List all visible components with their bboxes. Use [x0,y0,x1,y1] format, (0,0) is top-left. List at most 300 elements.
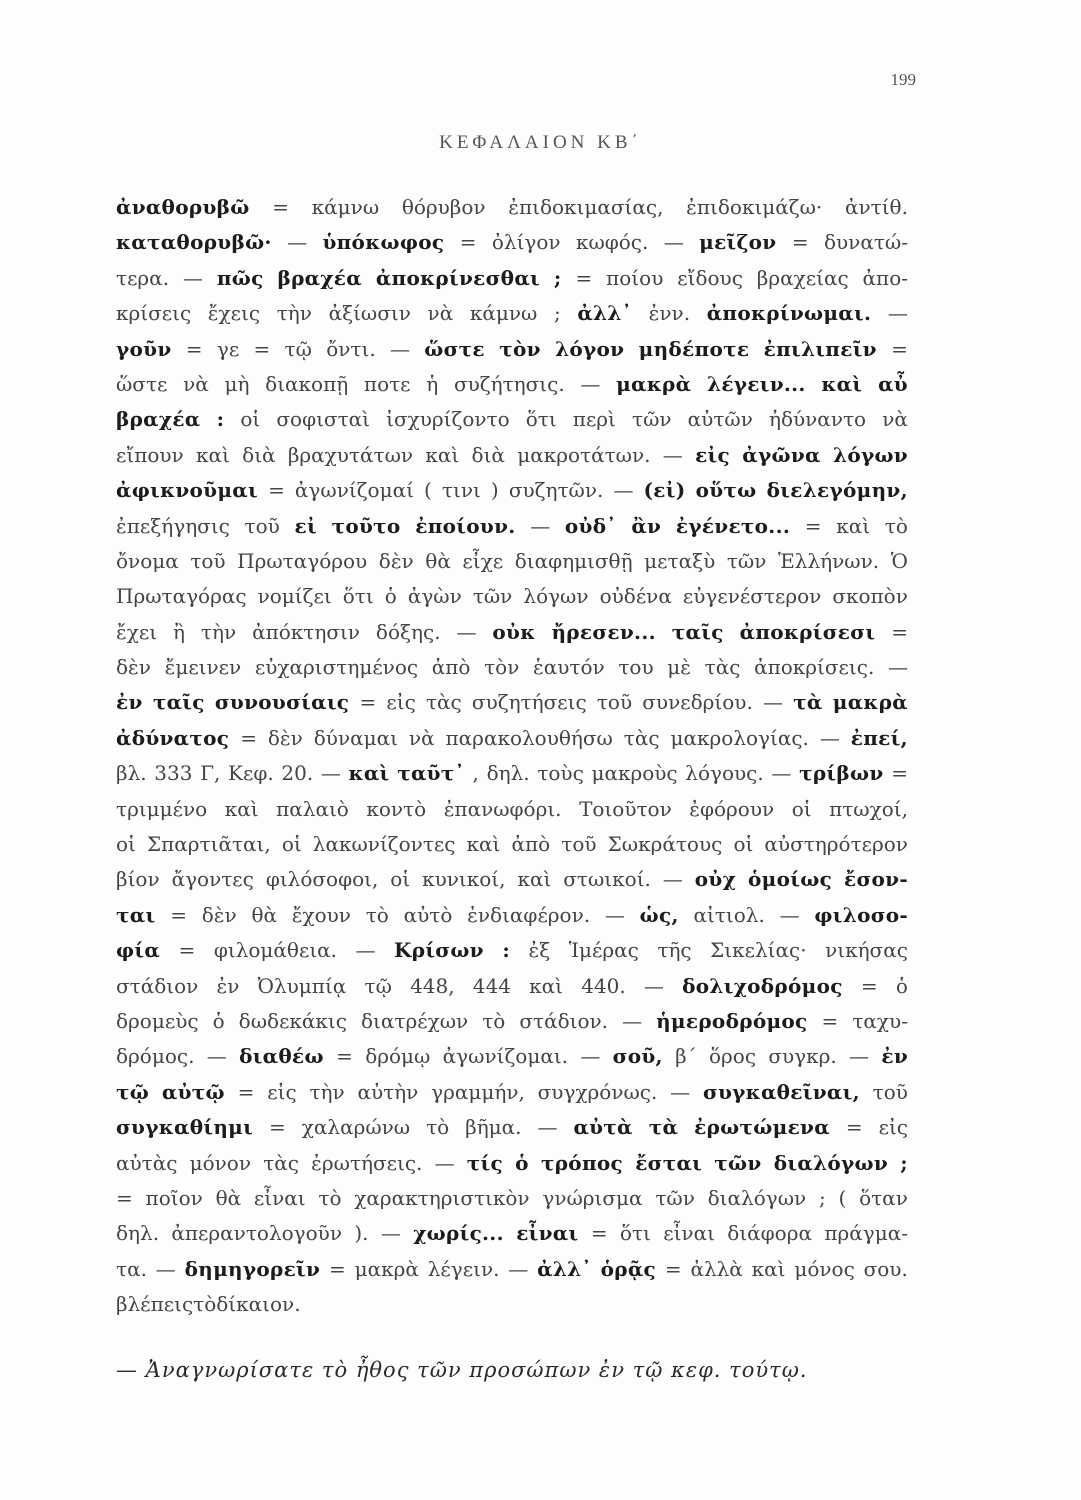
text-line [116,190,908,225]
text-line [116,225,908,260]
lemma-word: συγκαθεῖναι, [702,1079,860,1104]
lemma-word: ὡς, [639,902,679,927]
gloss-word: συζητῶν. [508,478,604,503]
lemma-word: εἶναι [516,1221,579,1246]
gloss-word: ἐπανωφόρι. [443,796,562,821]
lemma-word: καταθορυβῶ· [116,230,272,255]
gloss-word: = [590,1221,608,1246]
gloss-word: ἠδύναντο [768,407,867,432]
gloss-word: τριμμένο [116,796,208,821]
gloss-word: — [182,265,203,290]
gloss-word: — [530,513,551,538]
gloss-word: = [891,336,908,361]
gloss-word: δρομεὺς [116,1008,199,1033]
text-line [116,1287,908,1322]
text-line [116,1039,908,1074]
lemma-word: ἐν [116,690,143,715]
gloss-word: νομίζει [257,584,332,609]
lemma-word: διαθέω [239,1044,324,1069]
gloss-word: ( [838,1185,847,1210]
gloss-word: διακοπῇ [265,371,349,396]
gloss-word: οἱ [281,832,302,857]
lemma-word: ὑπόκωφος [322,230,445,255]
text-line [116,509,908,544]
text-line [116,332,908,367]
text-line [116,792,908,827]
gloss-word: δηλ. [116,1221,160,1246]
gloss-word: — [662,442,683,467]
page-number: 199 [890,70,916,89]
gloss-word: διὰ [471,442,505,467]
gloss-word: τὰς [623,725,660,750]
lemma-word: ἀλλ᾽ [577,301,632,326]
gloss-word: γνώρισμα [542,1185,643,1210]
lemma-word: ται [116,902,156,927]
gloss-word: — [887,655,908,680]
gloss-word: = [185,336,203,361]
gloss-word: οἱ [240,407,261,432]
gloss-word: αἰτιολ. [693,902,765,927]
gloss-word: συνεδρίου. [642,690,753,715]
gloss-word: — [604,902,625,927]
gloss-word: = [178,938,196,963]
gloss-word: σοφισταὶ [276,407,370,432]
gloss-word: συγχρόνως. [537,1079,658,1104]
gloss-word: ἀπόκτησιν [252,619,360,644]
text-line [116,1252,908,1287]
gloss-word: ταχυ- [852,1008,908,1033]
gloss-word: ὄντι. [326,336,376,361]
gloss-word: τὸ [318,1185,342,1210]
gloss-word: τὰς [704,655,741,680]
gloss-word: ἐνν. [648,301,691,326]
lemma-word: συνουσίαις [214,690,350,715]
gloss-word: τὸ [426,1115,450,1140]
gloss-word: 448, [410,973,455,998]
gloss-word: — [613,478,634,503]
gloss-word: ὀλίγον [491,230,561,255]
gloss-word: ἐν [216,973,240,998]
lemma-word: ταῖς [671,619,724,644]
gloss-word: αὐστηρότερον [764,832,908,857]
gloss-word: ἀγὼν [407,584,462,609]
gloss-word: 440. [581,973,626,998]
lemma-word: αὖ [878,371,908,396]
gloss-word: φιλόσοφοι, [265,867,379,892]
gloss-word: μακροτάτων. [517,442,651,467]
lemma-word: λόγον [555,336,625,361]
gloss-word: μακροὺς [591,761,678,786]
gloss-word: εἰς [386,690,416,715]
gloss-word: = [359,690,377,715]
text-line [116,933,908,968]
lemma-word: πῶς [216,265,264,290]
gloss-word: τοῦ [872,1079,908,1104]
gloss-word: νὰ [427,301,454,326]
gloss-word: = [791,230,809,255]
gloss-word: = [459,230,477,255]
gloss-word: Ὁ [890,548,908,573]
gloss-word: = [804,513,822,538]
gloss-word: — [206,1044,227,1069]
lemma-word: εἰς [695,442,730,467]
gloss-word: νικήσας [825,938,908,963]
gloss-word: εἶναι [253,1185,306,1210]
gloss-word: — [380,1221,401,1246]
gloss-word: — [580,371,601,396]
gloss-word: — [508,1256,529,1281]
gloss-word: βλέπεις [116,1292,194,1317]
gloss-word: = [860,973,878,998]
text-line [116,827,908,862]
lemma-word: οὕτω [695,478,757,503]
gloss-word: ( [424,478,432,503]
gloss-word: δὲν [201,902,237,927]
gloss-word: θὰ [215,1185,242,1210]
gloss-word: γε [216,336,240,361]
lemma-word: ἐρωτώμενα [694,1115,830,1140]
gloss-word: ὅρος [708,1044,757,1069]
lemma-word: τοῦτο [331,513,401,538]
lemma-word: χωρίς... [413,1221,504,1246]
lemma-word: τρόπος [540,1150,624,1175]
lemma-word: ; [553,265,562,290]
text-line [116,721,908,756]
lemma-word: ἐποίουν. [415,513,516,538]
gloss-word: τὸ [365,902,389,927]
lemma-word: : [216,407,225,432]
lemma-word: φία [116,938,161,963]
gloss-word: ἔχει [116,619,158,644]
text-line [116,862,908,897]
lemma-word: αὐτῷ [161,1079,225,1104]
gloss-word: λόγους. [685,761,764,786]
gloss-word: Κεφ. [228,761,274,786]
gloss-word: ) [490,478,499,503]
lemma-word: λέγειν... [707,371,806,396]
gloss-word: καὶ [751,1256,786,1281]
gloss-word: διὰ [242,442,276,467]
gloss-word: πράγμα- [824,1221,908,1246]
gloss-word: Σικελίας· [710,938,807,963]
gloss-word: σκοπὸν [832,584,908,609]
gloss-word: = [821,1008,839,1033]
gloss-word: ὄνομα [116,548,179,573]
lemma-word: τρίβων [799,761,884,786]
gloss-word: Πρωταγόρας [116,584,247,609]
gloss-word: βλ. [116,761,147,786]
gloss-word: ἄγοντες [171,867,254,892]
lemma-word: καὶ [821,371,863,396]
lemma-word: διελεγόμην, [766,478,908,503]
gloss-word: βραχυτάτων [287,442,414,467]
gloss-word: εὐχαριστημένος [254,655,419,680]
gloss-word: 444 [472,973,511,998]
gloss-word: τῶν [726,548,767,573]
gloss-word: θὰ [251,902,277,927]
gloss-word: κυνικοί, [422,867,506,892]
gloss-word: — [537,1115,558,1140]
gloss-word: ἐνδιαφέρον. [467,902,591,927]
gloss-word: — [670,1079,691,1104]
gloss-word: ἀλλὰ [690,1256,743,1281]
gloss-word: = [269,1115,286,1140]
gloss-word: = [336,1044,353,1069]
lemma-word: δημηγορεῖν [184,1256,321,1281]
gloss-word: Ἑλλήνων. [777,548,880,573]
gloss-word: λέγειν. [427,1256,500,1281]
gloss-word: τοῦ [190,548,226,573]
gloss-word: τὴν [309,1079,345,1104]
lemma-word: ; [900,1150,908,1175]
gloss-word: νὰ [408,725,435,750]
lemma-word: τὰ [648,1115,679,1140]
gloss-word: βραχείας [756,265,849,290]
gloss-word: φιλομάθεια. [213,938,338,963]
gloss-word: — [819,725,840,750]
gloss-word: τῆς [657,938,692,963]
text-line [116,898,908,933]
gloss-word: οὐδένα [599,584,672,609]
gloss-word: β΄ [675,1044,697,1069]
gloss-word: = [237,1079,255,1104]
gloss-word: ὁ [895,973,908,998]
gloss-word: ποῖον [145,1185,203,1210]
gloss-word: = [891,761,908,786]
lemma-word: βραχέα [116,407,201,432]
gloss-word: δὲν [267,725,303,750]
gloss-word: καὶ [529,973,564,998]
gloss-word: ποτε [363,371,411,396]
gloss-word: μεταξὺ [644,548,716,573]
text-line [116,579,908,614]
gloss-word: περὶ [572,407,616,432]
lemma-word: ἐπιλιπεῖν [763,336,877,361]
gloss-word: τοῦ [561,832,597,857]
text-line [116,685,908,720]
lemma-word: τὰ [793,690,823,715]
gloss-word: = [575,265,593,290]
gloss-word: νὰ [882,407,908,432]
gloss-word: θόρυβον [401,195,486,219]
gloss-word: — [663,230,684,255]
gloss-word: ὅτι [525,407,557,432]
gloss-word: δύναμαι [313,725,398,750]
lemma-word: ἐπεί, [850,725,908,750]
text-line [116,756,908,791]
gloss-word: δὲν [116,655,151,680]
text-line [116,544,908,579]
lemma-word: φιλοσο- [814,902,908,927]
gloss-word: τοὺς [537,761,584,786]
lemma-word: : [502,938,511,963]
gloss-word: πτωχοί, [829,796,908,821]
gloss-word: τινι [441,478,481,503]
gloss-word: ἀγωνίζομαί [294,478,414,503]
gloss-word: διαλόγων [707,1185,807,1210]
text-line [116,1181,908,1216]
lemma-word: οὐδ᾽ [564,513,617,538]
gloss-word: ἑαυτόν [533,655,605,680]
gloss-word: , [472,761,479,786]
lemma-word: ἀφικνοῦμαι [116,478,258,503]
gloss-word: καὶ [224,796,259,821]
lemma-word: ὁ [515,1150,529,1175]
gloss-word: αὐτῶν [687,407,753,432]
gloss-word: Ἱμέρας [568,938,639,963]
gloss-word: — [155,1256,176,1281]
gloss-word: συζητήσεις [471,690,587,715]
lemma-word: ὁρᾷς [600,1256,657,1281]
gloss-word: βίον [116,867,160,892]
gloss-word: τὸ [482,1008,506,1033]
gloss-word: παλαιὸ [276,796,349,821]
lemma-word: ταῖς [152,690,205,715]
gloss-word: — [849,1044,870,1069]
gloss-word: τοῦ [244,513,280,538]
gloss-word: τῶν [472,584,513,609]
lemma-word: διαλόγων [773,1150,889,1175]
gloss-word: — [434,1150,455,1175]
lemma-word: λόγων [833,442,908,467]
lemma-word: Κρίσων [394,938,484,963]
text-line [116,473,908,508]
lemma-word: (εἰ) [643,478,686,503]
text-line [116,367,908,402]
lemma-word: τῶν [714,1150,762,1175]
gloss-word: — [662,867,683,892]
gloss-word: εὐγενέστερον [682,584,822,609]
lemma-word: μακρὰ [616,371,692,396]
gloss-word: οἱ [116,832,136,857]
lemma-word: σοῦ, [612,1044,663,1069]
gloss-word: εἴδους [677,265,743,290]
gloss-word: διάφορα [727,1221,812,1246]
gloss-word: κωφός. [575,230,649,255]
gloss-word: = [329,1256,346,1281]
gloss-word: Γ, [200,761,221,786]
text-line [116,296,908,331]
lemma-word: καὶ [348,761,390,786]
gloss-word: μόνον [189,1150,252,1175]
gloss-word: οἱ [390,867,411,892]
gloss-word: δόξης. [375,619,441,644]
gloss-word: ἐπιδοκιμασίας, [508,195,664,219]
gloss-word: καὶ [517,867,552,892]
gloss-word: ἔχεις [207,301,261,326]
text-line [116,438,908,473]
gloss-word: δυνατώ- [823,230,908,255]
gloss-word: ἐπιδοκιμάζω· [686,195,823,219]
gloss-word: δρόμος. [116,1044,195,1069]
text-line [116,615,908,650]
gloss-word: — [456,619,477,644]
gloss-word: διαφημισθῇ [514,548,633,573]
gloss-word: τῷ [364,973,392,998]
gloss-word: καὶ [466,832,501,857]
lemma-word: ὥστε [424,336,485,361]
gloss-word: — [355,938,376,963]
gloss-word: ἀπὸ [431,655,471,680]
lemma-word: τῷ [116,1079,150,1104]
lemma-word: ἀποκρίσεσι [739,619,876,644]
gloss-word: τὸ [193,1292,217,1317]
gloss-word: ἢ [173,619,185,644]
text-line [116,969,908,1004]
gloss-word: εἶχε [462,548,504,573]
gloss-word: συζήτησις. [453,371,565,396]
lemma-word: τίς [466,1150,503,1175]
lemma-word: μακρὰ [832,690,908,715]
gloss-word: αὐτὸ [403,902,453,927]
lemma-word: ἂν [631,513,662,538]
gloss-word: χαλαρώνω [301,1115,411,1140]
gloss-word: ἐξ [528,938,551,963]
gloss-word: ). [354,1221,369,1246]
gloss-word: Ὀλυμπίᾳ [257,973,347,998]
gloss-word: ἀπεραντολογοῦν [171,1221,342,1246]
gloss-word: στάδιον [116,973,199,998]
gloss-word: στωικοί. [563,867,651,892]
gloss-word: ὅτι [342,584,374,609]
gloss-word: τῷ [284,336,312,361]
lemma-word: ἀποκρίνωμαι. [706,301,872,326]
gloss-word: ἡ [426,371,439,396]
gloss-word: ὅταν [859,1185,908,1210]
gloss-word: δίκαιον. [216,1292,301,1317]
gloss-word: — [580,1044,601,1069]
gloss-word: — [643,973,664,998]
gloss-word: αὐτὰς [116,1150,178,1175]
text-line [116,1110,908,1145]
gloss-word: = [253,336,271,361]
gloss-word: δηλ. [486,761,530,786]
text-line [116,650,908,685]
lemma-word: οὐχ [694,867,737,892]
gloss-word: ἀποκρίσεις. [754,655,875,680]
lemma-word: δολιχοδρόμος [682,973,843,998]
gloss-word: λακωνίζοντες [312,832,456,857]
lemma-word: ἤρεσεν... [551,619,656,644]
gloss-word: μὴ [224,371,250,396]
gloss-word: — [389,336,410,361]
lemma-word: αὐτὰ [573,1115,633,1140]
gloss-word: τῶν [655,1185,695,1210]
gloss-word: αὐτὴν [357,1079,419,1104]
gloss-word: ἀντίθ. [844,195,908,219]
gloss-word: ὁ [384,584,397,609]
gloss-word: — [771,761,792,786]
lemma-word: ὁμοίως [748,867,833,892]
gloss-word: εἴπουν [116,442,184,467]
gloss-word: παρακολουθήσω [445,725,613,750]
gloss-word: ἀπο- [862,265,908,290]
gloss-word: ἔχουν [291,902,351,927]
gloss-word: Σωκράτους [607,832,723,857]
gloss-word: = [116,1185,133,1210]
gloss-word: γραμμήν, [431,1079,525,1104]
gloss-word: καὶ [836,513,871,538]
text-line [116,1004,908,1039]
gloss-word: εἶναι [663,1221,715,1246]
gloss-word: οἱ [791,796,812,821]
gloss-word: εἰς [267,1079,297,1104]
lemma-word: ἐγένετο... [675,513,791,538]
gloss-word: δὲν [378,548,414,573]
text-line [116,261,908,296]
lemma-word: μεῖζον [699,230,777,255]
gloss-word: ἀγωνίζομαι. [442,1044,569,1069]
